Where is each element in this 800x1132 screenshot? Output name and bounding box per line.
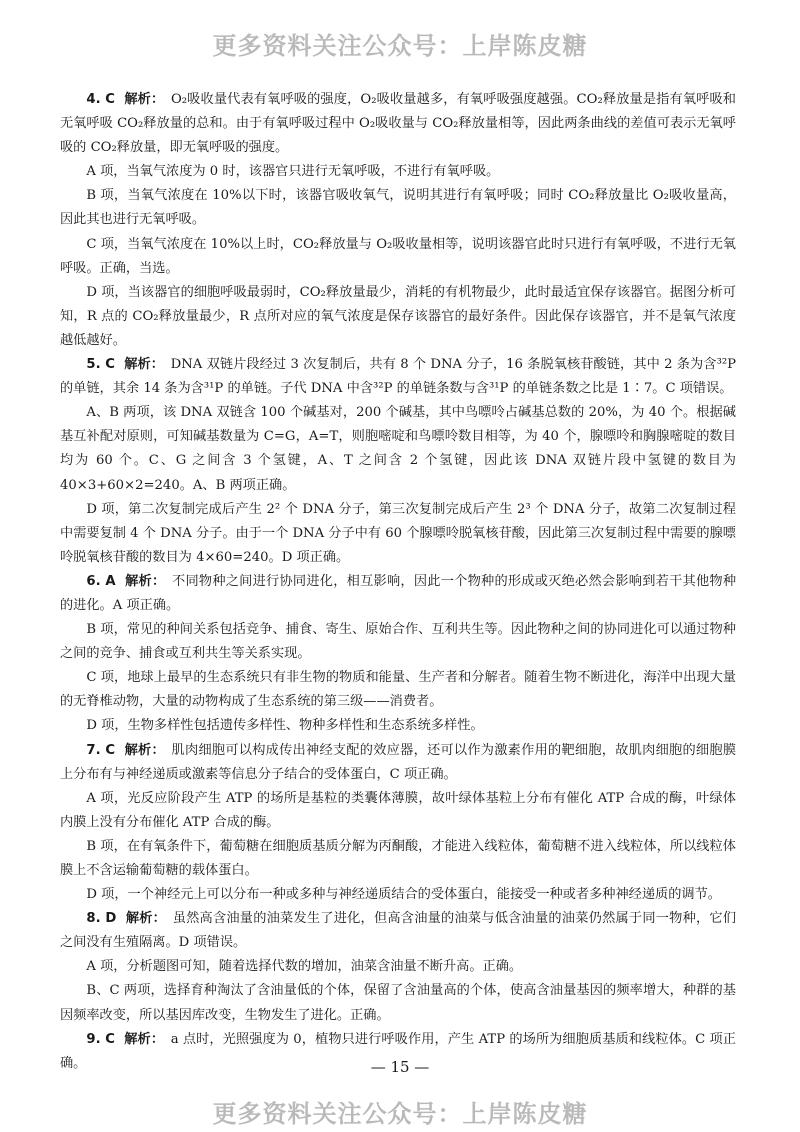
question-7-analysis bbox=[60, 739, 736, 787]
question-5-analysis bbox=[60, 353, 736, 401]
analysis-label-text: 解析 bbox=[124, 1031, 151, 1047]
paragraph: B 项，在有氧条件下，葡萄糖在细胞质基质分解为丙酮酸，才能进入线粒体，葡萄糖不进入线粒体，所以线粒体膜上不含运输葡萄糖的载体蛋白。 bbox=[60, 838, 736, 878]
analysis-label: 解析： bbox=[125, 911, 167, 927]
question-8-analysis bbox=[60, 907, 736, 955]
paragraph: B、C 两项，选择育种淘汰了含油量低的个体，保留了含油量高的个体，使高含油量基因的频率增大，种群的基因频率改变，所以基因库改变，生物发生了进化。正确。 bbox=[60, 983, 736, 1023]
answer-content bbox=[60, 88, 736, 1076]
paragraph-text: DNA 双链片段经过 3 次复制后，共有 8 个 DNA 分子，16 条脱氧核苷酸链，其中 2 条为含³²P 的单链，其余 14 条为含³¹P 的单链。子代 DNA 中含³²P 的单链条数与含³¹P 的单链条数之比是 1∶7。C 项错误。 bbox=[60, 357, 737, 397]
watermark-banner-bottom: 更多资料关注公众号：上岸陈皮糖 bbox=[212, 1100, 588, 1128]
answer-number: 9. C bbox=[86, 1031, 115, 1047]
page-number: — 15 — bbox=[370, 1058, 430, 1076]
paragraph-text: 虽然高含油量的油菜发生了进化，但高含油量的油菜与低含油量的油菜仍然属于同一物种，它们之间没有生殖隔离。D 项错误。 bbox=[60, 911, 737, 951]
paragraph-text: a 点时，光照强度为 0，植物只进行呼吸作用，产生 ATP 的场所为细胞质基质和线粒体。C 项正确。 bbox=[60, 1031, 736, 1071]
paragraph: D 项，第二次复制完成后产生 2² 个 DNA 分子，第三次复制完成后产生 2³ 个 DNA 分子，故第二次复制过程中需要复制 4 个 DNA 分子。由于一个 DNA 分子中有 60 个腺嘌呤脱氧核苷酸，因此第三次复制过程中需要的腺嘌呤脱氧核苷酸的数目为 4×60=240。D 项正确。 bbox=[60, 501, 736, 565]
paragraph-text: 不同物种之间进行协同进化，相互影响，因此一个物种的形成或灭绝必然会影响到若干其他物种的进化。A 项正确。 bbox=[60, 573, 737, 613]
answer-number: 6. A bbox=[86, 573, 116, 589]
paragraph: A 项，当氧气浓度为 0 时，该器官只进行无氧呼吸，不进行有氧呼吸。 bbox=[86, 164, 500, 180]
answer-number: 4. C bbox=[86, 92, 115, 107]
analysis-label: 解析： bbox=[124, 1031, 165, 1047]
paragraph-text: 肌肉细胞可以构成传出神经支配的效应器，还可以作为激素作用的靶细胞，故肌肉细胞的细胞膜上分布有与神经递质或激素等信息分子结合的受体蛋白，C 项正确。 bbox=[60, 742, 737, 782]
paragraph: B 项，当氧气浓度在 10%以下时，该器官吸收氧气，说明其进行有氧呼吸；同时 CO₂释放量比 O₂吸收量高，因此其也进行无氧呼吸。 bbox=[60, 188, 736, 228]
answer-number: 5. C bbox=[86, 357, 115, 373]
paragraph: C 项，当氧气浓度在 10%以上时，CO₂释放量与 O₂吸收量相等，说明该器官此时只进行有氧呼吸，不进行无氧呼吸。正确，当选。 bbox=[60, 236, 736, 276]
paragraph: A、B 两项，该 DNA 双链含 100 个碱基对，200 个碱基，其中鸟嘌呤占碱基总数的 20%，为 40 个。根据碱基互补配对原则，可知碱基数量为 C=G，A=T，则胞嘧啶和鸟嘌呤数目相等，为 40 个，腺嘌呤和胸腺嘧啶的数目均为 60 个。C、G 之间含 3 个氢键，A、T 之间含 2 个氢键，因此该 DNA 双链片段中氢键的数目为 40×3+60×2=240。A、B 两项正确。 bbox=[60, 405, 736, 493]
paragraph: B 项，常见的种间关系包括竞争、捕食、寄生、原始合作、互利共生等。因此物种之间的协同进化可以通过物种之间的竞争、捕食或互利共生等关系实现。 bbox=[60, 622, 736, 662]
question-4-analysis bbox=[60, 88, 736, 160]
analysis-label: 解析： bbox=[124, 573, 166, 589]
paragraph: D 项，一个神经元上可以分布一种或多种与神经递质结合的受体蛋白，能接受一种或者多种神经递质的调节。 bbox=[86, 887, 721, 903]
analysis-label-text: 解析 bbox=[124, 92, 152, 107]
analysis-label-text: 解析 bbox=[124, 573, 152, 589]
paragraph-text: O₂吸收量代表有氧呼吸的强度，O₂吸收量越多，有氧呼吸强度越强。CO₂释放量是指有氧呼吸和无氧呼吸 CO₂释放量的总和。由于有氧呼吸过程中 O₂吸收量与 CO₂释放量相等，因此两条曲线的差值可表示无氧呼吸的 CO₂释放量，即无氧呼吸的强度。 bbox=[60, 92, 736, 156]
analysis-label-text: 解析 bbox=[124, 742, 152, 758]
paragraph: D 项，当该器官的细胞呼吸最弱时，CO₂释放量最少，消耗的有机物最少，此时最适宜保存该器官。据图分析可知，R 点的 CO₂释放量最少，R 点所对应的氧气浓度是保存该器官的最好条件。因此保存该器官，并不是氧气浓度越低越好。 bbox=[60, 284, 736, 348]
answer-number: 8. D bbox=[86, 911, 117, 927]
analysis-label: 解析： bbox=[124, 92, 165, 107]
analysis-label: 解析： bbox=[124, 742, 165, 758]
paragraph: D 项，生物多样性包括遗传多样性、物种多样性和生态系统多样性。 bbox=[86, 718, 484, 734]
analysis-label-text: 解析 bbox=[125, 911, 153, 927]
paragraph: A 项，光反应阶段产生 ATP 的场所是基粒的类囊体薄膜，故叶绿体基粒上分布有催化 ATP 合成的酶，叶绿体内膜上没有分布催化 ATP 合成的酶。 bbox=[60, 790, 736, 830]
analysis-label-text: 解析 bbox=[124, 357, 151, 373]
analysis-label: 解析： bbox=[124, 357, 165, 373]
watermark-banner-top: 更多资料关注公众号：上岸陈皮糖 bbox=[212, 32, 588, 60]
paragraph: A 项，分析题图可知，随着选择代数的增加，油菜含油量不断升高。正确。 bbox=[86, 959, 523, 975]
paragraph: C 项，地球上最早的生态系统只有非生物的物质和能量、生产者和分解者。随着生物不断进化，海洋中出现大量的无脊椎动物，大量的动物构成了生态系统的第三级——消费者。 bbox=[60, 670, 736, 710]
answer-number: 7. C bbox=[86, 742, 116, 758]
question-6-analysis bbox=[60, 570, 736, 618]
